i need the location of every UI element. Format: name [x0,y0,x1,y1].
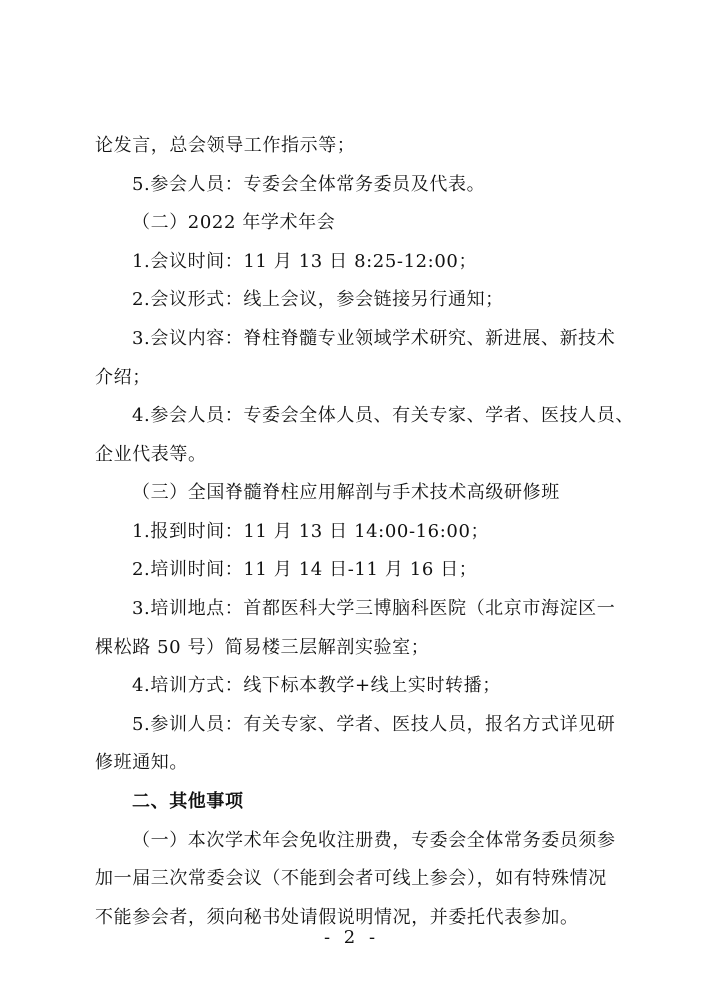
paragraph-line: 3.培训地点：首都医科大学三博脑科医院（北京市海淀区一 [132,598,616,619]
paragraph-line: 1.报到时间：11 月 13 日 14:00-16:00； [132,521,490,542]
paragraph-line: 5.参会人员：专委会全体常务委员及代表。 [132,174,486,195]
paragraph-line: 1.会议时间：11 月 13 日 8:25-12:00； [132,251,478,272]
paragraph-line: 棵松路 50 号）简易楼三层解剖实验室； [95,637,430,658]
paragraph-line: 不能参会者，须向秘书处请假说明情况，并委托代表参加。 [95,907,579,928]
paragraph-line: 论发言，总会领导工作指示等； [95,135,356,156]
paragraph-line: 介绍； [95,367,151,388]
paragraph-line: 企业代表等。 [95,444,207,465]
section-heading: （二）2022 年学术年会 [132,212,336,233]
paragraph-line: 3.会议内容：脊柱脊髓专业领域学术研究、新进展、新技术 [132,328,616,349]
paragraph-line: 加一届三次常委会议（不能到会者可线上参会），如有特殊情况 [95,868,607,889]
major-heading: 二、其他事项 [132,791,244,812]
paragraph-line: 4.参会人员：专委会全体人员、有关专家、学者、医技人员、 [132,405,634,426]
paragraph-line: 5.参训人员：有关专家、学者、医技人员，报名方式详见研 [132,714,616,735]
paragraph-line: 2.会议形式：线上会议，参会链接另行通知； [132,289,504,310]
paragraph-line: 修班通知。 [95,752,188,773]
page-number: - 2 - [323,927,380,948]
paragraph-line: 2.培训时间：11 月 14 日-11 月 16 日； [132,559,478,580]
paragraph-line: （一）本次学术年会免收注册费，专委会全体常务委员须参 [132,830,616,851]
paragraph-line: 4.培训方式：线下标本教学+线上实时转播； [132,675,501,696]
section-heading: （三）全国脊髓脊柱应用解剖与手术技术高级研修班 [132,482,560,503]
